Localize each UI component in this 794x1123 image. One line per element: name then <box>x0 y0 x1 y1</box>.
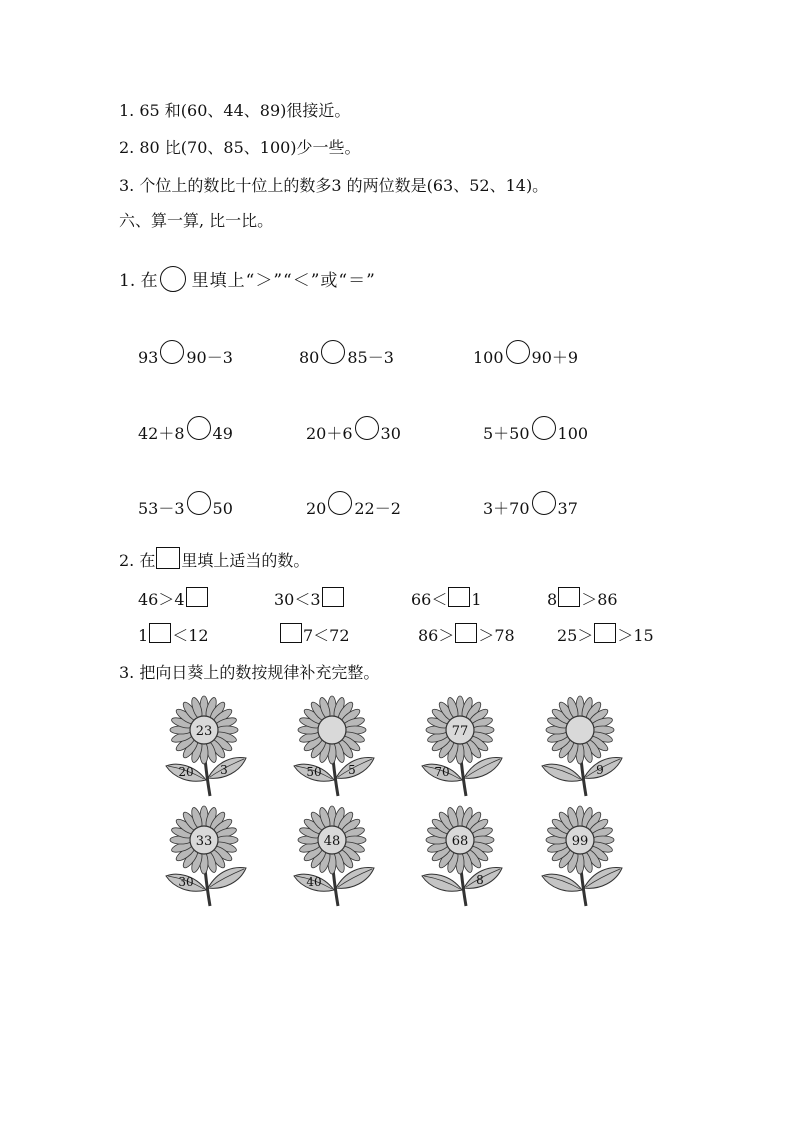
center-number: 68 <box>451 834 469 849</box>
fill-before: 86＞ <box>418 626 455 645</box>
answer-box[interactable] <box>186 587 208 607</box>
compare-left: 53－3 <box>138 499 185 518</box>
fill-before: 66＜ <box>411 590 448 609</box>
compare-item <box>138 422 233 446</box>
compare-right: 85－3 <box>347 348 394 367</box>
part1-prefix: 1. 在 <box>119 271 158 291</box>
part3-title: 3. 把向日葵上的数按规律补充完整。 <box>119 663 380 682</box>
answer-box[interactable] <box>455 623 477 643</box>
answer-box[interactable] <box>558 587 580 607</box>
part2-suffix: 里填上适当的数。 <box>181 551 310 570</box>
part1-suffix: 里填上“＞”“＜”或“＝” <box>191 271 376 291</box>
fill-item <box>418 624 515 648</box>
fill-item <box>279 624 350 648</box>
sunflower <box>288 694 380 798</box>
sunflower <box>416 804 508 908</box>
answer-circle[interactable] <box>328 491 352 515</box>
compare-left: 20 <box>306 499 327 518</box>
compare-left: 20＋6 <box>306 424 353 443</box>
compare-right: 30 <box>380 424 401 443</box>
compare-item <box>483 422 588 446</box>
compare-item <box>299 346 394 370</box>
part1-instruction <box>119 268 376 294</box>
left-leaf-number: 50 <box>306 765 322 779</box>
right-leaf-number: 9 <box>596 763 604 777</box>
left-leaf-number: 70 <box>434 765 450 779</box>
center-number: 23 <box>195 724 213 739</box>
answer-circle[interactable] <box>532 491 556 515</box>
answer-box[interactable] <box>149 623 171 643</box>
compare-right: 90＋9 <box>531 348 579 367</box>
sunflower-icon <box>536 694 628 798</box>
fill-after: ＞78 <box>478 626 515 645</box>
compare-left: 3＋70 <box>483 499 530 518</box>
sunflower <box>288 804 380 908</box>
left-leaf-number: 40 <box>306 875 322 889</box>
answer-box[interactable] <box>594 623 616 643</box>
compare-item <box>138 346 233 370</box>
flower-center <box>566 716 594 744</box>
question-3: 3. 个位上的数比十位上的数多3 的两位数是(63、52、14)。 <box>119 176 549 195</box>
compare-left: 100 <box>473 348 504 367</box>
fill-item <box>274 588 345 612</box>
compare-left: 42＋8 <box>138 424 185 443</box>
right-leaf-number: 5 <box>348 763 356 777</box>
compare-item <box>306 497 401 521</box>
compare-item <box>473 346 578 370</box>
sunflower <box>416 694 508 798</box>
compare-right: 100 <box>557 424 589 443</box>
left-leaf-number: 20 <box>178 765 194 779</box>
compare-item <box>483 497 578 521</box>
compare-item <box>306 422 401 446</box>
answer-box[interactable] <box>280 623 302 643</box>
fill-before: 1 <box>138 626 149 645</box>
sunflower-icon <box>160 804 252 908</box>
answer-circle[interactable] <box>160 340 184 364</box>
answer-circle[interactable] <box>355 416 379 440</box>
compare-right: 22－2 <box>354 499 401 518</box>
section-6-title: 六、算一算, 比一比。 <box>119 211 274 230</box>
compare-right: 90－3 <box>186 348 233 367</box>
compare-right: 50 <box>212 499 233 518</box>
compare-left: 5＋50 <box>483 424 530 443</box>
fill-before: 30＜3 <box>274 590 321 609</box>
fill-after: 7＜72 <box>303 626 350 645</box>
question-2: 2. 80 比(70、85、100)少一些。 <box>119 138 361 157</box>
left-leaf-number: 30 <box>178 875 194 889</box>
sunflower-icon <box>160 694 252 798</box>
circle-icon <box>160 266 186 292</box>
fill-item <box>138 588 209 612</box>
sunflower-icon <box>416 694 508 798</box>
sunflower-icon <box>416 804 508 908</box>
center-number: 99 <box>571 834 589 849</box>
fill-item <box>411 588 482 612</box>
answer-box[interactable] <box>322 587 344 607</box>
answer-box[interactable] <box>448 587 470 607</box>
fill-after: ＞15 <box>617 626 654 645</box>
answer-circle[interactable] <box>187 416 211 440</box>
part2-prefix: 2. 在 <box>119 551 156 570</box>
compare-right: 37 <box>557 499 578 518</box>
fill-item <box>547 588 618 612</box>
answer-circle[interactable] <box>506 340 530 364</box>
square-icon <box>156 547 180 569</box>
sunflower <box>160 804 252 908</box>
sunflower-icon <box>288 694 380 798</box>
right-leaf-number: 8 <box>476 873 484 887</box>
compare-right: 49 <box>212 424 233 443</box>
sunflower-icon <box>536 804 628 908</box>
fill-after: 1 <box>471 590 482 609</box>
answer-circle[interactable] <box>187 491 211 515</box>
compare-left: 80 <box>299 348 320 367</box>
sunflower <box>160 694 252 798</box>
center-number: 48 <box>323 834 341 849</box>
sunflower <box>536 694 628 798</box>
sunflower-icon <box>288 804 380 908</box>
center-number: 77 <box>451 724 469 739</box>
fill-before: 8 <box>547 590 558 609</box>
right-leaf-number: 3 <box>220 763 228 777</box>
compare-left: 93 <box>138 348 159 367</box>
fill-before: 25＞ <box>557 626 594 645</box>
fill-item <box>138 624 209 648</box>
answer-circle[interactable] <box>321 340 345 364</box>
part2-instruction <box>119 549 309 573</box>
fill-after: ＜12 <box>172 626 209 645</box>
flower-center <box>318 716 346 744</box>
answer-circle[interactable] <box>532 416 556 440</box>
sunflower <box>536 804 628 908</box>
compare-item <box>138 497 233 521</box>
question-1: 1. 65 和(60、44、89)很接近。 <box>119 101 351 120</box>
fill-after: ＞86 <box>581 590 618 609</box>
fill-before: 46＞4 <box>138 590 185 609</box>
fill-item <box>557 624 654 648</box>
center-number: 33 <box>195 834 213 849</box>
